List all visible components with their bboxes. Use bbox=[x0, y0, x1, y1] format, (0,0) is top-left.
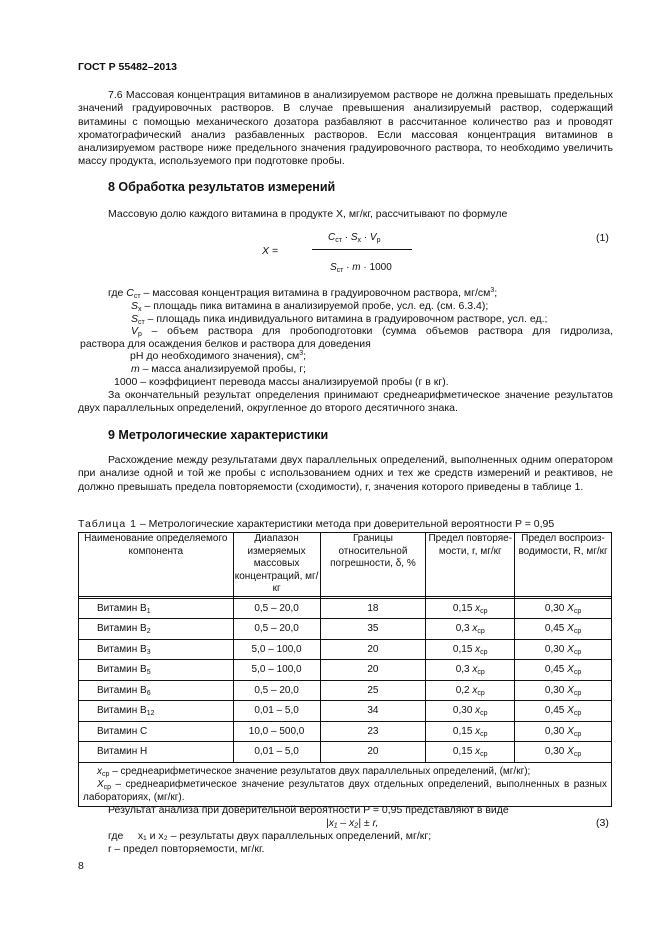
cell-r: 0,15 $x_{ср}$ bbox=[426, 598, 515, 619]
cell-range: 0,01 – 5,0 bbox=[233, 742, 320, 763]
where-vp-line3: pH до необходимого значения), $см^3$; bbox=[130, 350, 307, 362]
metrology-table bbox=[78, 532, 612, 807]
formula-intro: Массовую долю каждого витамина в продукте X, мг/кг, рассчитывают по формуле bbox=[108, 208, 508, 220]
cell-r: 0,15 $x_{ср}$ bbox=[426, 639, 515, 660]
table-row bbox=[79, 619, 612, 640]
table-notes bbox=[79, 762, 612, 806]
where-vp-line2: раствора для осаждения белков и раствора для доведения bbox=[80, 338, 371, 350]
result-formula: |x₁ – x₂| ± r, bbox=[326, 817, 379, 829]
table-caption: Таблица 1 – Метрологические характеристики метода при доверительной вероятности P = 0,95 bbox=[78, 518, 555, 530]
cell-range: 0,5 – 20,0 bbox=[233, 680, 320, 701]
formula-number: (1) bbox=[596, 232, 609, 244]
cell-component: Витамин $B_1$ bbox=[79, 598, 234, 619]
fraction-bar bbox=[312, 249, 412, 250]
cell-component: Витамин $B_3$ bbox=[79, 639, 234, 660]
cell-r: 0,15 $x_{ср}$ bbox=[426, 721, 515, 742]
cell-delta: 25 bbox=[320, 680, 426, 701]
cell-range: 0,5 – 20,0 bbox=[233, 619, 320, 640]
formula-lhs: X = bbox=[262, 245, 279, 257]
where-1000: 1000 – коэффициент перевода массы анализируемой пробы (г в кг). bbox=[114, 376, 449, 388]
cell-delta: 20 bbox=[320, 660, 426, 681]
where-sst: $S_{ст}$ – площадь пика индивидуального витамина в градуировочном растворе, усл. ед.; bbox=[131, 313, 548, 326]
table-row bbox=[79, 680, 612, 701]
result-formula-number: (3) bbox=[596, 817, 609, 829]
cell-r: 0,30 $x_{ср}$ bbox=[426, 701, 515, 722]
section-9-title: 9 Метрологические характеристики bbox=[108, 428, 329, 442]
cell-range: 5,0 – 100,0 bbox=[233, 639, 320, 660]
cell-component: Витамин $B_6$ bbox=[79, 680, 234, 701]
cell-component: Витамин C bbox=[79, 721, 234, 742]
formula-denominator: $S_{ст} \cdot m \cdot 1000$ bbox=[330, 262, 392, 274]
table-row bbox=[79, 721, 612, 742]
result-where-x: где x₁ и x₂ – результаты двух параллельных определений, мг/кг; bbox=[108, 830, 432, 842]
paragraph-7-6: 7.6 Массовая концентрация витаминов в анализируемом растворе не должна превышать предельных значений градуировочных растворов. В случае превышения анализируемый раствор, содержащий витамины с помощью механического дозатора разбавляют в рассчитанное количество раз и проводят хроматографический анализ разбавленных растворов. Если массовая концентрация витаминов в анализируемом растворе ниже предельного значения градуировочного раствора, то необходимо увеличить массу продукта, используемого при подготовке пробы. bbox=[78, 89, 613, 168]
header-reproducibility: Предел воспроиз-водимости, R, мг/кг bbox=[515, 533, 612, 597]
cell-R: 0,30 $X_{ср}$ bbox=[515, 598, 612, 619]
where-vp: $V_р$ – объем раствора для пробоподготовки (сумма объемов раствора для гидролиза, bbox=[131, 325, 613, 338]
cell-range: 10,0 – 500,0 bbox=[233, 721, 320, 742]
cell-R: 0,45 $X_{ср}$ bbox=[515, 660, 612, 681]
page-number: 8 bbox=[78, 860, 84, 872]
header-repeatability: Предел повторяе-мости, r, мг/кг bbox=[426, 533, 515, 597]
cell-r: 0,3 $x_{ср}$ bbox=[426, 660, 515, 681]
final-result-paragraph: За окончательный результат определения принимают среднеарифметическое значение результатов двух параллельных определений, округленное до второго десятичного знака. bbox=[78, 389, 613, 415]
cell-r: 0,15 $x_{ср}$ bbox=[426, 742, 515, 763]
cell-R: 0,45 $X_{ср}$ bbox=[515, 619, 612, 640]
where-sx: $S_x$ – площадь пика витамина в анализируемой пробе, усл. ед. (см. 6.3.4); bbox=[131, 300, 489, 313]
cell-component: Витамин H bbox=[79, 742, 234, 763]
cell-delta: 20 bbox=[320, 742, 426, 763]
where-m: m – масса анализируемой пробы, г; bbox=[131, 363, 306, 375]
table-row bbox=[79, 742, 612, 763]
cell-component: Витамин $B_5$ bbox=[79, 660, 234, 681]
cell-r: 0,2 $x_{ср}$ bbox=[426, 680, 515, 701]
where-c: где $C_{ст}$ – массовая концентрация витамина в градуировочном раствора, $мг/см^3$; bbox=[108, 287, 498, 300]
table-row bbox=[79, 701, 612, 722]
table-row bbox=[79, 639, 612, 660]
cell-R: 0,30 $X_{ср}$ bbox=[515, 742, 612, 763]
cell-component: Витамин $B_2$ bbox=[79, 619, 234, 640]
result-intro: Результат анализа при доверительной вероятности P = 0,95 представляют в виде bbox=[108, 804, 509, 816]
cell-R: 0,45 $X_{ср}$ bbox=[515, 701, 612, 722]
cell-delta: 18 bbox=[320, 598, 426, 619]
formula-numerator: $C_{ст} \cdot S_x \cdot V_p$ bbox=[328, 232, 381, 244]
cell-delta: 20 bbox=[320, 639, 426, 660]
cell-delta: 23 bbox=[320, 721, 426, 742]
section-9-paragraph: Расхождение между результатами двух параллельных определений, выполненных одним оператором при анализе одной и той же пробы с использованием одних и тех же средств измерений и реактивов, не должно превышать предела повторяемости (сходимости), r, значения которого приведены в таблице 1. bbox=[78, 454, 613, 493]
table-row bbox=[79, 598, 612, 619]
header-range: Диапазон измеряемых массовых концентраций, мг/кг bbox=[234, 533, 319, 594]
cell-R: 0,30 $X_{ср}$ bbox=[515, 639, 612, 660]
cell-range: 0,5 – 20,0 bbox=[233, 598, 320, 619]
note-xcp: $x_{ср}$ – среднеарифметическое значение результатов двух параллельных определений, (мг/кг); bbox=[97, 765, 531, 778]
note-Xcp: $X_{ср}$ – среднеарифметическое значение результатов двух отдельных определений, выполненных в разных лабораториях, (мг/кг). bbox=[83, 778, 607, 803]
cell-R: 0,30 $X_{ср}$ bbox=[515, 721, 612, 742]
section-8-title: 8 Обработка результатов измерений bbox=[108, 180, 336, 194]
cell-r: 0,3 $x_{ср}$ bbox=[426, 619, 515, 640]
header-component: Наименование определяемого компонента bbox=[79, 533, 234, 597]
cell-R: 0,30 $X_{ср}$ bbox=[515, 680, 612, 701]
cell-range: 5,0 – 100,0 bbox=[233, 660, 320, 681]
cell-delta: 34 bbox=[320, 701, 426, 722]
result-where-r: r – предел повторяемости, мг/кг. bbox=[108, 843, 265, 855]
table-row bbox=[79, 660, 612, 681]
cell-component: Витамин $B_{12}$ bbox=[79, 701, 234, 722]
cell-range: 0,01 – 5,0 bbox=[233, 701, 320, 722]
document-code: ГОСТ Р 55482–2013 bbox=[78, 61, 177, 73]
cell-delta: 35 bbox=[320, 619, 426, 640]
header-error: Границы относительной погрешности, δ, % bbox=[320, 533, 426, 597]
